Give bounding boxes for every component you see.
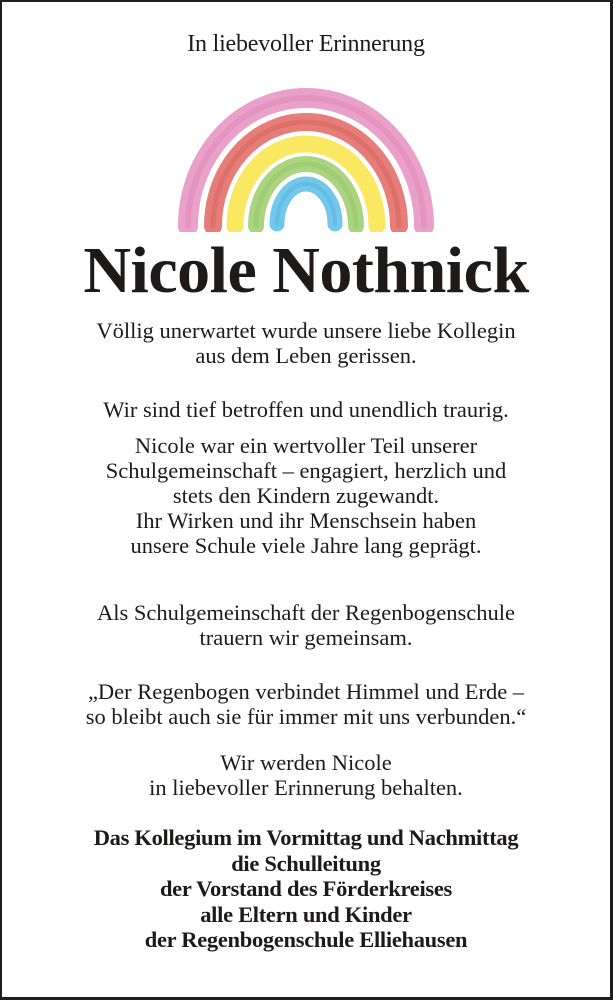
paragraph-remembrance: [2, 750, 610, 800]
signature-line: der Regenbogenschule Elliehausen: [144, 927, 468, 952]
text-line: Völlig unerwartet wurde unsere liebe Kollegin: [96, 318, 516, 343]
signature-line: die Schulleitung: [231, 850, 381, 876]
text-line: in liebevoller Erinnerung behalten.: [149, 775, 463, 800]
text-line: unsere Schule viele Jahre lang geprägt.: [130, 533, 482, 558]
signatures-block: [2, 825, 610, 953]
paragraph-sudden-loss: [2, 318, 610, 368]
paragraph-tribute: [2, 433, 610, 558]
paragraph-quote: [2, 679, 610, 729]
memorial-header: In liebevoller Erinnerung: [187, 31, 425, 57]
signature-line: der Vorstand des Förderkreises: [159, 876, 453, 901]
rainbow-icon: [172, 76, 440, 232]
text-line: Schulgemeinschaft – engagiert, herzlich und: [105, 458, 507, 483]
signature-line: Das Kollegium im Vormittag und Nachmittag: [93, 825, 519, 850]
text-line: Ihr Wirken und ihr Menschsein haben: [135, 508, 477, 533]
text-line: „Der Regenbogen verbindet Himmel und Erde –: [87, 679, 525, 704]
text-line: trauern wir gemeinsam.: [199, 625, 413, 650]
text-line: so bleibt auch sie für immer mit uns verbunden.“: [85, 704, 527, 729]
signature-line: alle Eltern und Kinder: [200, 901, 412, 927]
text-line: Wir sind tief betroffen und unendlich traurig.: [103, 397, 509, 422]
text-line: stets den Kindern zugewandt.: [172, 483, 440, 508]
paragraph-community: [2, 600, 610, 650]
text-line: Als Schulgemeinschaft der Regenbogenschule: [96, 600, 515, 625]
deceased-name: Nicole Nothnick: [83, 234, 529, 307]
paragraph-grief: [2, 397, 610, 422]
text-line: aus dem Leben gerissen.: [195, 343, 417, 368]
text-line: Nicole war ein wertvoller Teil unserer: [134, 433, 478, 458]
text-line: Wir werden Nicole: [220, 750, 392, 775]
